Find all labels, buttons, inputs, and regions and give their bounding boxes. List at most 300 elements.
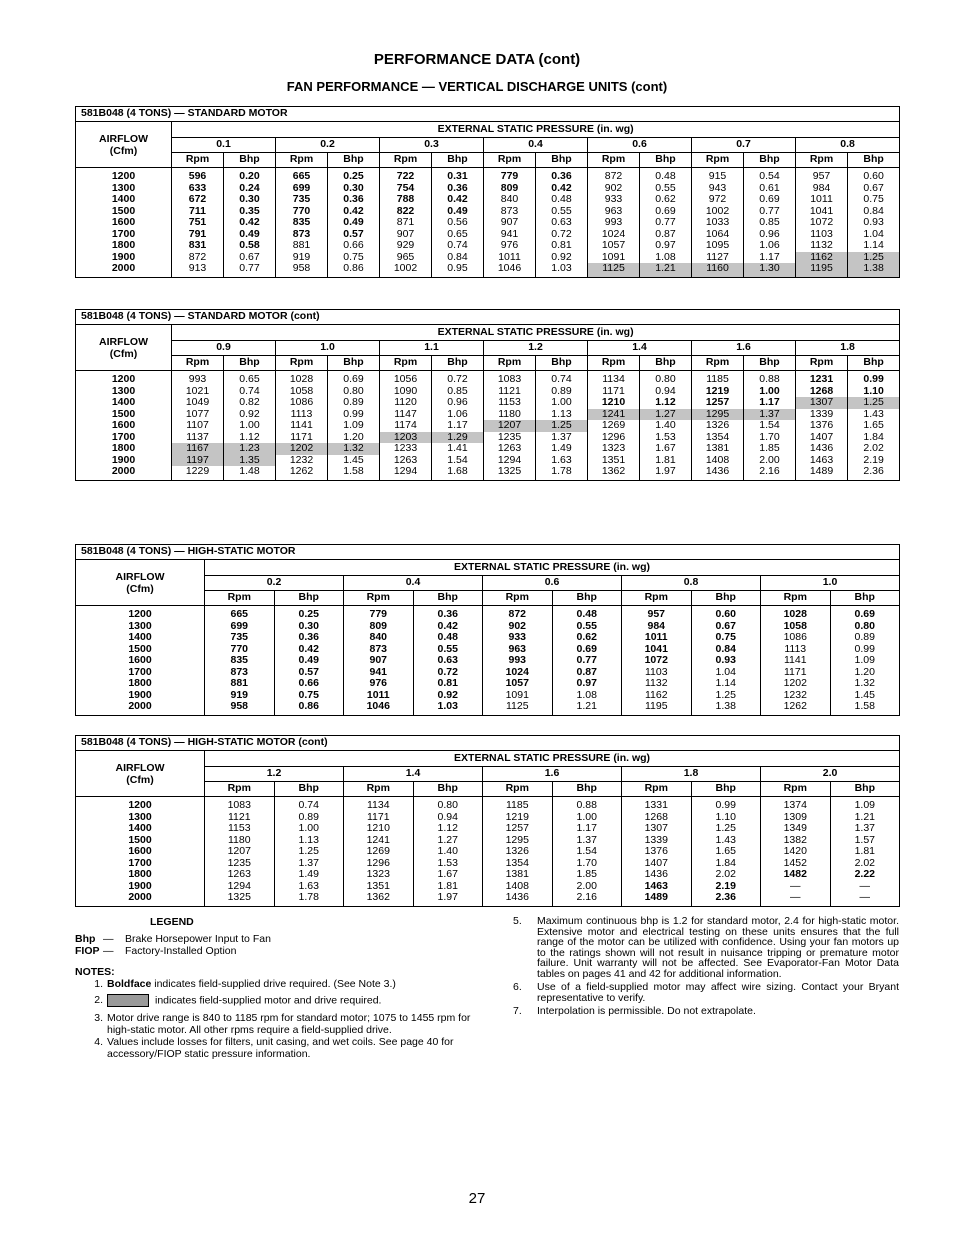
airflow-cell: 1700 bbox=[76, 432, 172, 444]
esp-header: EXTERNAL STATIC PRESSURE (in. wg) bbox=[205, 560, 900, 576]
bhp-cell: 0.66 bbox=[274, 678, 344, 690]
rpm-cell: 1072 bbox=[796, 217, 848, 229]
bhp-cell: 0.74 bbox=[274, 797, 344, 812]
bhp-cell: 0.92 bbox=[413, 690, 483, 702]
rpm-cell: 1269 bbox=[344, 846, 414, 858]
pressure-header: 1.4 bbox=[344, 767, 483, 782]
fan-table-2 bbox=[75, 309, 900, 481]
bhp-cell: 0.81 bbox=[536, 240, 588, 252]
airflow-cell: 1300 bbox=[76, 812, 205, 824]
rpm-cell: 711 bbox=[172, 206, 224, 218]
rpm-header: Rpm bbox=[380, 153, 432, 168]
rpm-cell: 831 bbox=[172, 240, 224, 252]
airflow-cell: 1300 bbox=[76, 386, 172, 398]
note-2 bbox=[75, 994, 495, 1007]
rpm-cell: 791 bbox=[172, 229, 224, 241]
bhp-cell: 0.77 bbox=[224, 263, 276, 277]
rpm-cell: 1011 bbox=[344, 690, 414, 702]
rpm-cell: 1137 bbox=[172, 432, 224, 444]
bhp-cell: 0.72 bbox=[432, 371, 484, 386]
bhp-cell: 0.69 bbox=[552, 644, 622, 656]
rpm-cell: 1057 bbox=[588, 240, 640, 252]
airflow-cell: 1700 bbox=[76, 858, 205, 870]
table-row bbox=[76, 194, 900, 206]
pressure-header: 1.1 bbox=[380, 341, 484, 356]
rpm-cell: 993 bbox=[172, 371, 224, 386]
bhp-cell: 0.99 bbox=[848, 371, 900, 386]
bhp-cell: 0.35 bbox=[224, 206, 276, 218]
bhp-cell: 1.65 bbox=[848, 420, 900, 432]
airflow-cell: 1600 bbox=[76, 420, 172, 432]
bhp-cell: 0.72 bbox=[413, 667, 483, 679]
rpm-cell: 1407 bbox=[622, 858, 692, 870]
airflow-cell: 1500 bbox=[76, 835, 205, 847]
airflow-cell: 1800 bbox=[76, 443, 172, 455]
bhp-cell: 1.37 bbox=[552, 835, 622, 847]
rpm-header: Rpm bbox=[172, 153, 224, 168]
bhp-cell: 0.75 bbox=[691, 632, 761, 644]
bhp-cell: 0.49 bbox=[328, 217, 380, 229]
rpm-cell: 1326 bbox=[483, 846, 553, 858]
bhp-header: Bhp bbox=[413, 591, 483, 606]
bhp-cell: 0.97 bbox=[552, 678, 622, 690]
bhp-cell: 1.67 bbox=[413, 869, 483, 881]
bhp-cell: 0.69 bbox=[744, 194, 796, 206]
rpm-cell: 1408 bbox=[692, 455, 744, 467]
rpm-cell: 1463 bbox=[622, 881, 692, 893]
rpm-cell: 751 bbox=[172, 217, 224, 229]
bhp-cell: 1.30 bbox=[744, 263, 796, 277]
bhp-cell: 1.53 bbox=[413, 858, 483, 870]
table-row bbox=[76, 455, 900, 467]
table-row bbox=[76, 217, 900, 229]
cfm-label: (Cfm) bbox=[126, 773, 154, 786]
bhp-cell: 1.14 bbox=[691, 678, 761, 690]
rpm-cell: 1219 bbox=[692, 386, 744, 398]
bhp-cell: 1.10 bbox=[691, 812, 761, 824]
note-number: 5. bbox=[513, 915, 522, 927]
rpm-cell: 1296 bbox=[588, 432, 640, 444]
bhp-cell: 1.65 bbox=[691, 846, 761, 858]
rpm-cell: 965 bbox=[380, 252, 432, 264]
rpm-cell: 1058 bbox=[276, 386, 328, 398]
note-text: indicates field-supplied drive required. (See Note 3.) bbox=[151, 978, 396, 990]
rpm-cell: 1263 bbox=[380, 455, 432, 467]
bhp-cell: 0.42 bbox=[536, 183, 588, 195]
bhp-cell: 0.60 bbox=[691, 606, 761, 621]
rpm-cell: 1376 bbox=[622, 846, 692, 858]
bhp-cell: 1.38 bbox=[848, 263, 900, 277]
bhp-header: Bhp bbox=[328, 153, 380, 168]
rpm-cell: 1132 bbox=[622, 678, 692, 690]
rpm-cell: 835 bbox=[205, 655, 275, 667]
rpm-cell: 963 bbox=[588, 206, 640, 218]
bhp-cell: 0.92 bbox=[536, 252, 588, 264]
pressure-header: 0.7 bbox=[692, 138, 796, 153]
bhp-cell: 0.55 bbox=[640, 183, 692, 195]
table-row bbox=[76, 632, 900, 644]
table-row bbox=[76, 386, 900, 398]
bhp-cell: 0.74 bbox=[224, 386, 276, 398]
bhp-cell: 0.77 bbox=[552, 655, 622, 667]
bhp-header: Bhp bbox=[274, 782, 344, 797]
bhp-cell: 0.77 bbox=[744, 206, 796, 218]
rpm-cell: 1257 bbox=[692, 397, 744, 409]
bhp-cell: 0.80 bbox=[640, 371, 692, 386]
rpm-cell: 1482 bbox=[761, 869, 831, 881]
page-number: 27 bbox=[468, 1190, 486, 1207]
bhp-cell: 0.82 bbox=[224, 397, 276, 409]
bhp-cell: 1.84 bbox=[691, 858, 761, 870]
rpm-cell: 788 bbox=[380, 194, 432, 206]
pressure-header: 0.8 bbox=[796, 138, 900, 153]
bhp-cell: 1.14 bbox=[848, 240, 900, 252]
bhp-cell: 1.63 bbox=[536, 455, 588, 467]
rpm-cell: 1120 bbox=[380, 397, 432, 409]
airflow-cell: 1200 bbox=[76, 168, 172, 183]
bhp-cell: 1.40 bbox=[640, 420, 692, 432]
rpm-cell: 993 bbox=[483, 655, 553, 667]
rpm-cell: 1489 bbox=[796, 466, 848, 480]
bhp-cell: 1.00 bbox=[274, 823, 344, 835]
rpm-cell: 871 bbox=[380, 217, 432, 229]
bhp-cell: 2.19 bbox=[691, 881, 761, 893]
rpm-cell: 1233 bbox=[380, 443, 432, 455]
airflow-cell: 1500 bbox=[76, 644, 205, 656]
bhp-cell: 1.97 bbox=[640, 466, 692, 480]
bhp-cell: 0.84 bbox=[432, 252, 484, 264]
rpm-cell: 1436 bbox=[796, 443, 848, 455]
rpm-cell: 984 bbox=[796, 183, 848, 195]
rpm-cell: 1002 bbox=[380, 263, 432, 277]
note-text: Values include losses for filters, unit casing, and wet coils. See page 40 for accessory/FIOP static pressure information. bbox=[107, 1036, 454, 1060]
rpm-cell: 873 bbox=[484, 206, 536, 218]
rpm-cell: 881 bbox=[205, 678, 275, 690]
bhp-cell: 0.20 bbox=[224, 168, 276, 183]
bhp-cell: 0.42 bbox=[413, 621, 483, 633]
table-row bbox=[76, 892, 900, 906]
rpm-cell: 1381 bbox=[692, 443, 744, 455]
bhp-cell: 0.49 bbox=[432, 206, 484, 218]
rpm-cell: 913 bbox=[172, 263, 224, 277]
bhp-header: Bhp bbox=[744, 153, 796, 168]
fan-table-3 bbox=[75, 544, 900, 716]
rpm-cell: 873 bbox=[344, 644, 414, 656]
notes bbox=[75, 966, 495, 1060]
rpm-cell: 665 bbox=[205, 606, 275, 621]
rpm-cell: 919 bbox=[205, 690, 275, 702]
bhp-cell: 0.56 bbox=[432, 217, 484, 229]
note-number: 6. bbox=[513, 981, 522, 993]
rpm-cell: 993 bbox=[588, 217, 640, 229]
pressure-header: 1.8 bbox=[622, 767, 761, 782]
rpm-cell: 1203 bbox=[380, 432, 432, 444]
rpm-cell: 1083 bbox=[205, 797, 275, 812]
fan-table-4 bbox=[75, 735, 900, 907]
bhp-cell: 0.89 bbox=[274, 812, 344, 824]
rpm-cell: 1309 bbox=[761, 812, 831, 824]
bhp-cell: 1.32 bbox=[328, 443, 380, 455]
bhp-cell: 1.04 bbox=[691, 667, 761, 679]
bhp-cell: 0.84 bbox=[691, 644, 761, 656]
shade-swatch bbox=[107, 994, 149, 1007]
bhp-cell: 1.27 bbox=[413, 835, 483, 847]
table-caption: 581B048 (4 TONS) — HIGH-STATIC MOTOR bbox=[76, 545, 900, 560]
bhp-cell: 1.58 bbox=[830, 701, 900, 715]
rpm-cell: 665 bbox=[276, 168, 328, 183]
table-row bbox=[76, 797, 900, 812]
airflow-cell: 2000 bbox=[76, 263, 172, 277]
bhp-cell: 0.80 bbox=[328, 386, 380, 398]
airflow-cell: 1300 bbox=[76, 621, 205, 633]
bhp-cell: 1.12 bbox=[640, 397, 692, 409]
rpm-cell: 907 bbox=[380, 229, 432, 241]
rpm-cell: 872 bbox=[483, 606, 553, 621]
rpm-cell: 1024 bbox=[483, 667, 553, 679]
table-row bbox=[76, 667, 900, 679]
bhp-header: Bhp bbox=[432, 356, 484, 371]
bhp-cell: 0.36 bbox=[432, 183, 484, 195]
rpm-cell: 872 bbox=[172, 252, 224, 264]
legend-abbr: Bhp bbox=[75, 933, 96, 945]
rpm-cell: 1229 bbox=[172, 466, 224, 480]
airflow-cell: 1400 bbox=[76, 397, 172, 409]
rpm-header: Rpm bbox=[205, 782, 275, 797]
note-7 bbox=[513, 1006, 899, 1017]
bhp-cell: 1.37 bbox=[830, 823, 900, 835]
bhp-cell: 0.86 bbox=[328, 263, 380, 277]
bhp-cell: 2.16 bbox=[744, 466, 796, 480]
bhp-cell: 2.00 bbox=[744, 455, 796, 467]
rpm-cell: 1185 bbox=[483, 797, 553, 812]
rpm-cell: 1262 bbox=[761, 701, 831, 715]
rpm-cell: 1296 bbox=[344, 858, 414, 870]
bhp-header: Bhp bbox=[552, 782, 622, 797]
bhp-cell: 0.80 bbox=[413, 797, 483, 812]
esp-header: EXTERNAL STATIC PRESSURE (in. wg) bbox=[205, 751, 900, 767]
bhp-cell: 0.97 bbox=[640, 240, 692, 252]
rpm-cell: 1162 bbox=[796, 252, 848, 264]
bhp-cell: 0.42 bbox=[274, 644, 344, 656]
rpm-cell: 1064 bbox=[692, 229, 744, 241]
bhp-cell: 1.25 bbox=[691, 690, 761, 702]
bhp-cell: 2.19 bbox=[848, 455, 900, 467]
rpm-cell: 672 bbox=[172, 194, 224, 206]
bhp-header: Bhp bbox=[830, 591, 900, 606]
bhp-cell: 1.45 bbox=[328, 455, 380, 467]
bhp-cell: 0.48 bbox=[552, 606, 622, 621]
rpm-cell: 1420 bbox=[761, 846, 831, 858]
rpm-cell: 1153 bbox=[205, 823, 275, 835]
rpm-cell: 972 bbox=[692, 194, 744, 206]
bhp-cell: 0.94 bbox=[640, 386, 692, 398]
rpm-cell: 1295 bbox=[483, 835, 553, 847]
table-row bbox=[76, 443, 900, 455]
airflow-cell: 1300 bbox=[76, 183, 172, 195]
bhp-cell: 1.17 bbox=[744, 252, 796, 264]
rpm-cell: 809 bbox=[484, 183, 536, 195]
note-number: 3. bbox=[94, 1012, 103, 1024]
note-number: 4. bbox=[94, 1036, 103, 1048]
rpm-cell: 1382 bbox=[761, 835, 831, 847]
note-text: Motor drive range is 840 to 1185 rpm for standard motor; 1075 to 1455 rpm for high-static motor. All other rpms require a field-supplied drive. bbox=[107, 1012, 471, 1036]
airflow-cell: 1400 bbox=[76, 194, 172, 206]
bhp-cell: 0.48 bbox=[640, 168, 692, 183]
bhp-cell: 1.43 bbox=[848, 409, 900, 421]
rpm-cell: 872 bbox=[588, 168, 640, 183]
bhp-cell: 1.78 bbox=[536, 466, 588, 480]
bhp-cell: 1.25 bbox=[536, 420, 588, 432]
bhp-cell: 0.87 bbox=[552, 667, 622, 679]
table-row bbox=[76, 168, 900, 183]
bhp-header: Bhp bbox=[640, 356, 692, 371]
bhp-cell: 0.54 bbox=[744, 168, 796, 183]
bhp-cell: 1.27 bbox=[640, 409, 692, 421]
rpm-cell: 1167 bbox=[172, 443, 224, 455]
bhp-cell: 1.20 bbox=[328, 432, 380, 444]
rpm-cell: 1231 bbox=[796, 371, 848, 386]
rpm-cell: 919 bbox=[276, 252, 328, 264]
bhp-cell: 0.96 bbox=[744, 229, 796, 241]
bhp-cell: 1.32 bbox=[830, 678, 900, 690]
bhp-cell: 0.89 bbox=[328, 397, 380, 409]
rpm-cell: 1046 bbox=[344, 701, 414, 715]
bhp-header: Bhp bbox=[830, 782, 900, 797]
rpm-cell: 1362 bbox=[588, 466, 640, 480]
bhp-cell: 0.48 bbox=[413, 632, 483, 644]
airflow-cell: 1400 bbox=[76, 632, 205, 644]
table-row bbox=[76, 466, 900, 480]
rpm-cell: 1021 bbox=[172, 386, 224, 398]
bhp-cell: 0.48 bbox=[536, 194, 588, 206]
airflow-cell: 1400 bbox=[76, 823, 205, 835]
note-4 bbox=[75, 1036, 495, 1060]
bhp-cell: 0.99 bbox=[328, 409, 380, 421]
rpm-cell: 1235 bbox=[484, 432, 536, 444]
bhp-cell: 1.78 bbox=[274, 892, 344, 906]
bhp-cell: 0.63 bbox=[536, 217, 588, 229]
legend-abbr: FIOP bbox=[75, 945, 100, 957]
bhp-cell: 0.94 bbox=[413, 812, 483, 824]
bhp-cell: 1.21 bbox=[830, 812, 900, 824]
rpm-header: Rpm bbox=[622, 782, 692, 797]
rpm-header: Rpm bbox=[692, 153, 744, 168]
table-row bbox=[76, 263, 900, 277]
bhp-cell: 0.99 bbox=[830, 644, 900, 656]
rpm-cell: 1171 bbox=[761, 667, 831, 679]
rpm-cell: 1307 bbox=[622, 823, 692, 835]
rpm-header: Rpm bbox=[484, 356, 536, 371]
rpm-cell: 699 bbox=[276, 183, 328, 195]
bhp-cell: 1.84 bbox=[848, 432, 900, 444]
bhp-cell: 1.25 bbox=[691, 823, 761, 835]
table-row bbox=[76, 252, 900, 264]
rpm-cell: 1195 bbox=[622, 701, 692, 715]
rpm-header: Rpm bbox=[796, 356, 848, 371]
legend-text: Brake Horsepower Input to Fan bbox=[125, 933, 271, 945]
bhp-cell: 1.37 bbox=[744, 409, 796, 421]
bhp-header: Bhp bbox=[640, 153, 692, 168]
bhp-header: Bhp bbox=[552, 591, 622, 606]
airflow-cell: 1200 bbox=[76, 371, 172, 386]
bhp-header: Bhp bbox=[691, 782, 761, 797]
bhp-cell: 1.12 bbox=[224, 432, 276, 444]
note-text: Maximum continuous bhp is 1.2 for standard motor, 2.4 for high-static motor. Extensive motor and electrical testing on these units ensures that the full range of the motor can be utilized with confidence. Using your fan motors up to the ratings shown will not result in nuisance tripping or premature motor failure. Unit warranty will not be affected. See Evaporator-Fan Motor Data tables on pages 41 and 42 for additional information. bbox=[537, 915, 899, 980]
bhp-cell: 1.48 bbox=[224, 466, 276, 480]
cfm-label: (Cfm) bbox=[109, 144, 138, 157]
rpm-cell: 1202 bbox=[276, 443, 328, 455]
pressure-header: 0.6 bbox=[588, 138, 692, 153]
table-row bbox=[76, 858, 900, 870]
rpm-cell: 1374 bbox=[761, 797, 831, 812]
bhp-cell: 0.80 bbox=[830, 621, 900, 633]
rpm-cell: 1171 bbox=[588, 386, 640, 398]
table-row bbox=[76, 432, 900, 444]
airflow-cell: 1200 bbox=[76, 797, 205, 812]
rpm-cell: 1351 bbox=[588, 455, 640, 467]
bhp-cell: 1.97 bbox=[413, 892, 483, 906]
rpm-cell: 1077 bbox=[172, 409, 224, 421]
rpm-cell: 1436 bbox=[622, 869, 692, 881]
bhp-cell: 1.21 bbox=[640, 263, 692, 277]
pressure-header: 1.2 bbox=[484, 341, 588, 356]
bhp-header: Bhp bbox=[224, 153, 276, 168]
rpm-cell: 840 bbox=[484, 194, 536, 206]
bhp-cell: 1.40 bbox=[413, 846, 483, 858]
bhp-cell: 1.57 bbox=[830, 835, 900, 847]
rpm-cell: 779 bbox=[484, 168, 536, 183]
rpm-cell: 1011 bbox=[484, 252, 536, 264]
bhp-cell: 0.67 bbox=[848, 183, 900, 195]
rpm-cell: 1207 bbox=[484, 420, 536, 432]
pressure-header: 1.0 bbox=[761, 576, 900, 591]
rpm-cell: 1174 bbox=[380, 420, 432, 432]
rpm-cell: 596 bbox=[172, 168, 224, 183]
bhp-cell: 0.65 bbox=[432, 229, 484, 241]
table-row bbox=[76, 606, 900, 621]
rpm-cell: 958 bbox=[205, 701, 275, 715]
bhp-cell: 0.55 bbox=[536, 206, 588, 218]
table-row bbox=[76, 409, 900, 421]
rpm-cell: 1091 bbox=[588, 252, 640, 264]
bhp-cell: 0.61 bbox=[744, 183, 796, 195]
bhp-cell: 0.85 bbox=[432, 386, 484, 398]
rpm-cell: — bbox=[761, 892, 831, 906]
rpm-cell: 835 bbox=[276, 217, 328, 229]
bhp-cell: 0.89 bbox=[536, 386, 588, 398]
table-row bbox=[76, 229, 900, 241]
bhp-cell: 0.87 bbox=[640, 229, 692, 241]
bhp-cell: 1.85 bbox=[744, 443, 796, 455]
rpm-cell: 633 bbox=[172, 183, 224, 195]
rpm-cell: 1185 bbox=[692, 371, 744, 386]
bhp-cell: 0.75 bbox=[274, 690, 344, 702]
airflow-cell: 1900 bbox=[76, 455, 172, 467]
rpm-cell: 1210 bbox=[588, 397, 640, 409]
rpm-cell: 1083 bbox=[484, 371, 536, 386]
note-text: Interpolation is permissible. Do not extrapolate. bbox=[537, 1005, 756, 1017]
rpm-cell: 1002 bbox=[692, 206, 744, 218]
rpm-cell: 1125 bbox=[588, 263, 640, 277]
rpm-cell: 1351 bbox=[344, 881, 414, 893]
pressure-header: 2.0 bbox=[761, 767, 900, 782]
bhp-cell: 1.10 bbox=[848, 386, 900, 398]
rpm-cell: 1171 bbox=[344, 812, 414, 824]
table-row bbox=[76, 835, 900, 847]
bhp-cell: 0.69 bbox=[328, 371, 380, 386]
table-caption: 581B048 (4 TONS) — STANDARD MOTOR bbox=[76, 107, 900, 122]
rpm-cell: 1269 bbox=[588, 420, 640, 432]
